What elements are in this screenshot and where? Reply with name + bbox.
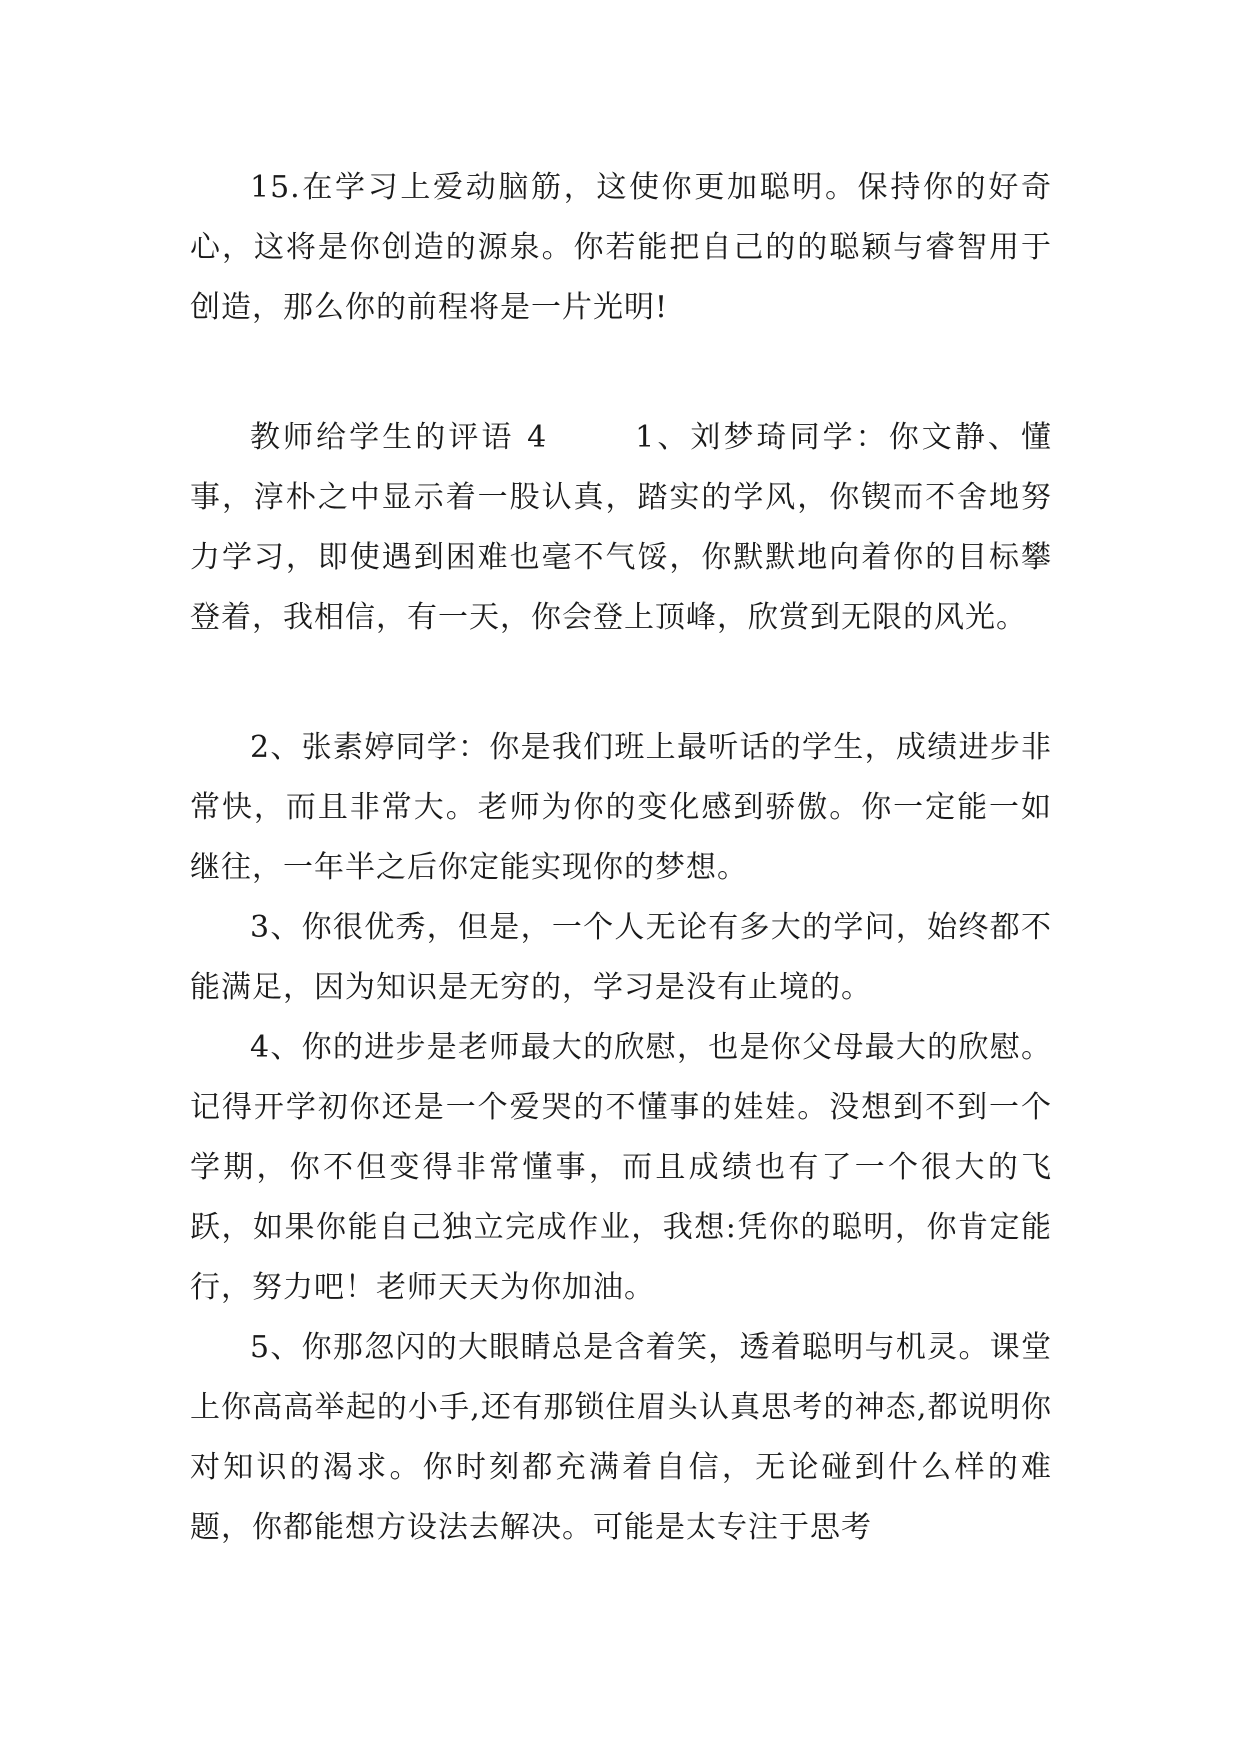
- paragraph-3: 3、你很优秀，但是，一个人无论有多大的学问，始终都不能满足，因为知识是无穷的，学习是没有止境的。: [190, 910, 1052, 1005]
- section-heading: 教师给学生的评语 4: [250, 420, 548, 455]
- paragraph-section-4: [190, 408, 1052, 648]
- document-body: [190, 158, 1052, 1558]
- paragraph-4: 4、你的进步是老师最大的欣慰，也是你父母最大的欣慰。记得开学初你还是一个爱哭的不懂事的娃娃。没想到不到一个学期，你不但变得非常懂事，而且成绩也有了一个很大的飞跃，如果你能自己独立完成作业，我想:凭你的聪明，你肯定能行，努力吧！老师天天为你加油。: [190, 1030, 1052, 1305]
- paragraph-2: 2、张素婷同学：你是我们班上最听话的学生，成绩进步非常快，而且非常大。老师为你的变化感到骄傲。你一定能一如继往，一年半之后你定能实现你的梦想。: [190, 730, 1052, 885]
- paragraph-1: 1、刘梦琦同学：你文静、懂事，淳朴之中显示着一股认真，踏实的学风，你锲而不舍地努力学习，即使遇到困难也毫不气馁，你默默地向着你的目标攀登着，我相信，有一天，你会登上顶峰，欣赏到无限的风光。: [190, 420, 1052, 635]
- paragraph-15: 15.在学习上爱动脑筋，这使你更加聪明。保持你的好奇心，这将是你创造的源泉。你若能把自己的的聪颖与睿智用于创造，那么你的前程将是一片光明!: [190, 170, 1052, 325]
- paragraph-5: 5、你那忽闪的大眼睛总是含着笑，透着聪明与机灵。课堂上你高高举起的小手,还有那锁住眉头认真思考的神态,都说明你对知识的渴求。你时刻都充满着自信，无论碰到什么样的难题，你都能想方设法去解决。可能是太专注于思考: [190, 1330, 1052, 1545]
